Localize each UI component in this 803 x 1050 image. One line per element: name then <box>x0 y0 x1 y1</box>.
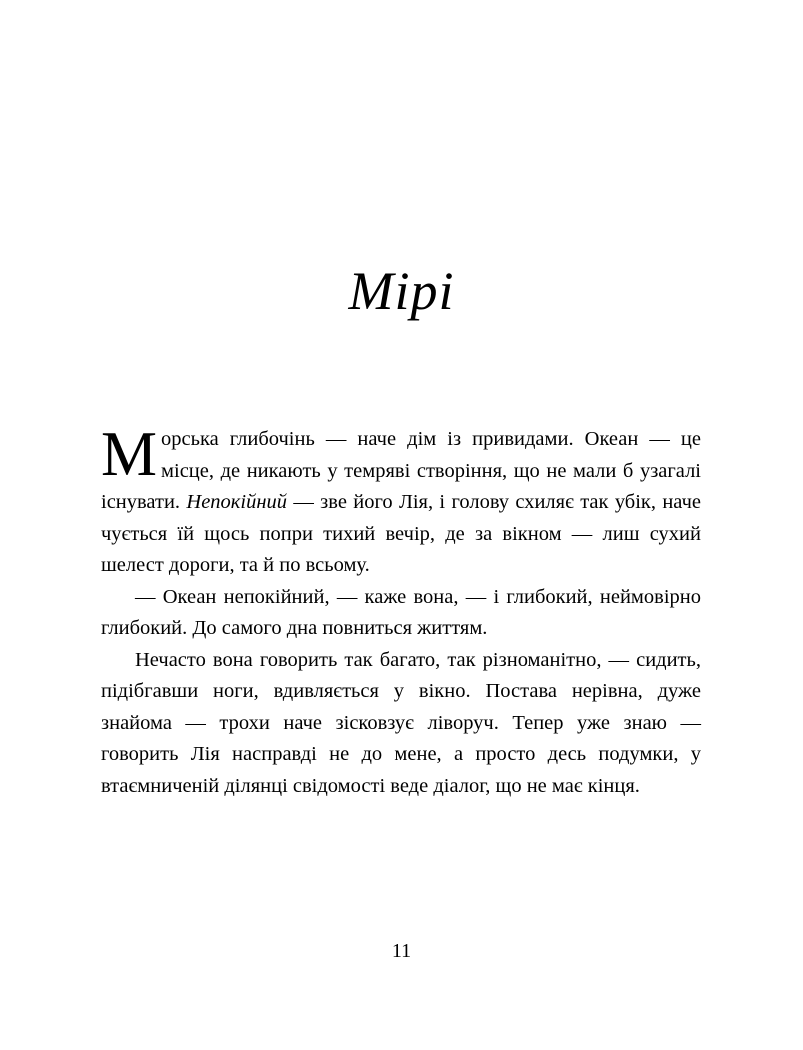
body-text <box>101 419 701 802</box>
paragraph-1-text-lead: орська глибочінь — наче дім із привидами. Океан — це місце, де никають у темряві створіння, що не мали б узагалі існувати. <box>101 428 701 513</box>
paragraph-1 <box>101 419 701 582</box>
drop-cap: М <box>101 419 158 489</box>
paragraph-1-text-tail: — зве його Лія, і голову схиляє так убік, наче чується їй щось попри тихий вечір, де за вікном — лиш сухий шелест дороги, та й по всьому. <box>101 491 701 576</box>
chapter-title: Мірі <box>348 261 455 321</box>
paragraph-1-italic-word: Непокійний <box>186 491 287 513</box>
paragraph-3: Нечасто вона говорить так багато, так різноманітно, — сидить, підібгавши ноги, вдивляється у вікно. Постава нерівна, дуже знайома — трохи наче зісковзує ліворуч. Тепер уже знаю — говорить Лія насправді не до мене, а просто десь подумки, у втаємниченій ділянці свідомості веде діалог, що не має кінця. <box>101 648 701 797</box>
page-number: 11 <box>391 940 412 962</box>
paragraph-2: — Океан непокійний, — каже вона, — і глибокий, неймовірно глибокий. До самого дна повниться життям. <box>101 585 701 639</box>
